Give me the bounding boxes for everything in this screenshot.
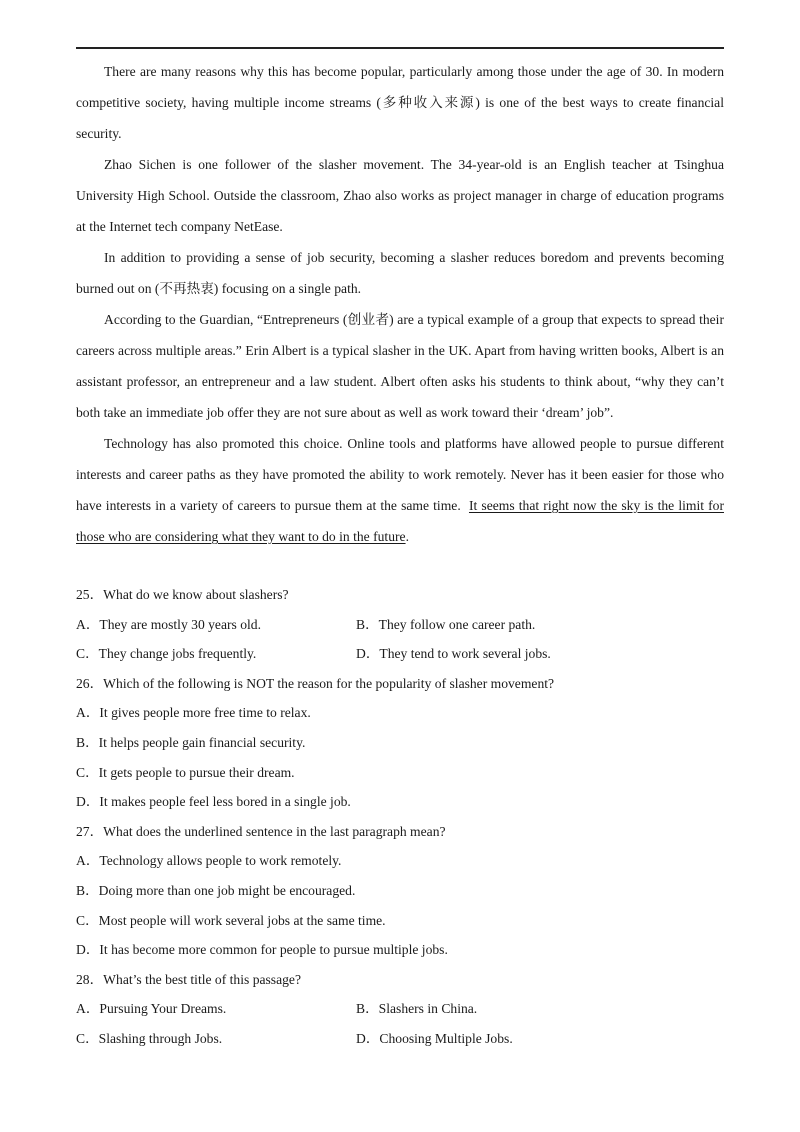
option-c: C．They change jobs frequently. [76, 646, 257, 662]
option-b: B．Doing more than one job might be encouraged. [76, 882, 356, 898]
question-stem: 27．What does the underlined sentence in the last paragraph mean? [76, 823, 446, 839]
paragraph-2: Zhao Sichen is one follower of the slasher movement. The 34-year-old is an English teacher at Tsinghua University High School. Outside the classroom, Zhao also works as project manager in charge of education programs at the Internet tech company NetEase. [76, 157, 724, 234]
question-list [76, 580, 724, 1054]
option-d: D．They tend to work several jobs. [356, 646, 551, 662]
option-c: C．Slashing through Jobs. [76, 1030, 223, 1046]
option-a: A．Technology allows people to work remotely. [76, 853, 342, 869]
option-d: D．It makes people feel less bored in a single job. [76, 794, 351, 810]
header-rule [76, 47, 724, 49]
question-stem: 25．What do we know about slashers? [76, 587, 289, 602]
question-stem: 28．What’s the best title of this passage? [76, 971, 302, 987]
reading-passage [76, 56, 724, 552]
option-a: A．They are mostly 30 years old. [76, 616, 261, 632]
question-28 [76, 965, 724, 1054]
paragraph-3: In addition to providing a sense of job security, becoming a slasher reduces boredom and prevents becoming burned out on (不再热衷) focusing on a single path. [76, 250, 724, 296]
option-row [76, 610, 724, 640]
paragraph-5-text: Technology has also promoted this choice. Online tools and platforms have allowed people to pursue different interests and career paths as they have promoted the ability to work remotely. Never has it been easier for those who have interests in a variety of careers to pursue them at the same time. [76, 436, 724, 513]
option-a: A．It gives people more free time to relax. [76, 705, 311, 721]
option-d: D．Choosing Multiple Jobs. [356, 1030, 513, 1046]
option-b: B．Slashers in China. [356, 1001, 478, 1017]
question-27 [76, 817, 724, 965]
option-row [76, 639, 724, 669]
question-25 [76, 580, 724, 669]
paragraph-5 [76, 428, 724, 552]
option-row [76, 1024, 724, 1054]
option-row [76, 994, 724, 1024]
paragraph-5-end: . [405, 529, 409, 544]
question-26 [76, 669, 724, 817]
underlined-sentence: It seems that right now the sky is the limit for those who are considering what they want to do in the future [76, 498, 724, 544]
option-d: D．It has become more common for people to pursue multiple jobs. [76, 942, 448, 958]
paragraph-4: According to the Guardian, “Entrepreneurs (创业者) are a typical example of a group that expects to spread their careers across multiple areas.” Erin Albert is a typical slasher in the UK. Apart from having written books, Albert is an assistant professor, an entrepreneur and a law student. Albert often asks his students to think about, “why they can’t both take an immediate job offer they are not sure about as well as work toward their ‘dream’ job”. [76, 312, 724, 420]
paragraph-1: There are many reasons why this has become popular, particularly among those under the age of 30. In modern competitive society, having multiple income streams (多种收入来源) is one of the best ways to create financial security. [76, 64, 724, 141]
option-c: C．It gets people to pursue their dream. [76, 764, 295, 780]
option-c: C．Most people will work several jobs at the same time. [76, 912, 386, 928]
option-a: A．Pursuing Your Dreams. [76, 1001, 227, 1017]
option-b: B．They follow one career path. [356, 616, 536, 632]
option-b: B．It helps people gain financial security. [76, 734, 306, 750]
question-stem: 26．Which of the following is NOT the reason for the popularity of slasher movement? [76, 675, 555, 691]
